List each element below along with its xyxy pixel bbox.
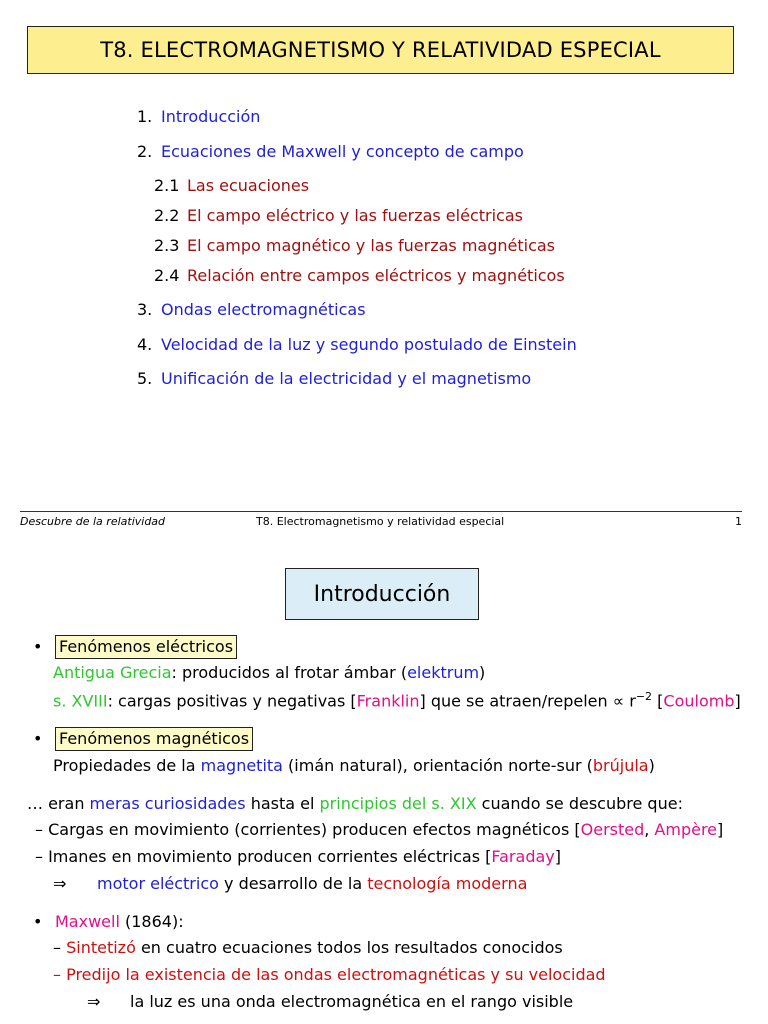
toc-subitem[interactable]: 2.4 Relación entre campos eléctricos y magnéticos: [154, 266, 565, 285]
slide-title: T8. ELECTROMAGNETISMO Y RELATIVIDAD ESPECIAL: [27, 26, 734, 74]
toc-item[interactable]: 2. Ecuaciones de Maxwell y concepto de campo: [137, 142, 524, 161]
bullet-magnetic-heading: • Fenómenos magnéticos: [33, 727, 253, 751]
toc-link[interactable]: El campo eléctrico y las fuerzas eléctricas: [187, 206, 523, 225]
toc-link[interactable]: Velocidad de la luz y segundo postulado de Einstein: [161, 335, 577, 354]
toc-link[interactable]: Ecuaciones de Maxwell y concepto de campo: [161, 142, 524, 161]
maxwell-line3: – Predijo la existencia de las ondas electromagnéticas y su velocidad: [53, 965, 606, 984]
footer-divider: [20, 511, 742, 512]
bullet-icon: •: [33, 912, 43, 931]
para-line1: … eran meras curiosidades hasta el principios del s. XIX cuando se descubre que:: [27, 794, 683, 813]
bullet-icon: •: [33, 729, 43, 748]
section-title: Introducción: [285, 568, 479, 620]
toc-item[interactable]: 5. Unificación de la electricidad y el magnetismo: [137, 369, 532, 388]
maxwell-line2: – Sintetizó en cuatro ecuaciones todos los resultados conocidos: [53, 938, 563, 957]
para-line4: ⇒ motor eléctrico y desarrollo de la tecnología moderna: [53, 874, 528, 893]
bullet-electric-heading: • Fenómenos eléctricos: [33, 635, 237, 659]
footer-course: Descubre de la relatividad: [20, 515, 166, 528]
toc-item[interactable]: 4. Velocidad de la luz y segundo postulado de Einstein: [137, 335, 577, 354]
toc-link[interactable]: Introducción: [161, 107, 261, 126]
implies-arrow-icon: ⇒: [53, 874, 67, 893]
toc-link[interactable]: Relación entre campos eléctricos y magnéticos: [187, 266, 565, 285]
toc-link[interactable]: Unificación de la electricidad y el magnetismo: [161, 369, 532, 388]
toc-link[interactable]: El campo magnético y las fuerzas magnéticas: [187, 236, 556, 255]
toc-item[interactable]: 3. Ondas electromagnéticas: [137, 300, 366, 319]
para-line3: – Imanes en movimiento producen corrientes eléctricas [Faraday]: [35, 847, 561, 866]
maxwell-line4: ⇒ la luz es una onda electromagnética en el rango visible: [87, 992, 574, 1011]
bullet-maxwell: • Maxwell (1864):: [33, 912, 184, 931]
toc-subitem[interactable]: 2.2 El campo eléctrico y las fuerzas eléctricas: [154, 206, 523, 225]
toc-subitem[interactable]: 2.3 El campo magnético y las fuerzas magnéticas: [154, 236, 556, 255]
implies-arrow-icon: ⇒: [87, 992, 101, 1011]
bullet-magnetic-line1: Propiedades de la magnetita (imán natural), orientación norte-sur (brújula): [53, 756, 655, 775]
bullet-icon: •: [33, 637, 43, 656]
toc-subitem[interactable]: 2.1 Las ecuaciones: [154, 176, 310, 195]
bullet-electric-line1: Antigua Grecia: producidos al frotar ámbar (elektrum): [53, 663, 486, 682]
page-number: 1: [735, 515, 742, 528]
toc-link[interactable]: Ondas electromagnéticas: [161, 300, 366, 319]
footer-topic: T8. Electromagnetismo y relatividad especial: [256, 515, 505, 528]
para-line2: – Cargas en movimiento (corrientes) producen efectos magnéticos [Oersted, Ampère]: [35, 820, 724, 839]
toc-item[interactable]: 1. Introducción: [137, 107, 261, 126]
bullet-electric-line2: s. XVIII: cargas positivas y negativas [Franklin] que se atraen/repelen ∝ $r^{-2}$ [Coulomb]: [53, 690, 741, 711]
toc-link[interactable]: Las ecuaciones: [187, 176, 310, 195]
